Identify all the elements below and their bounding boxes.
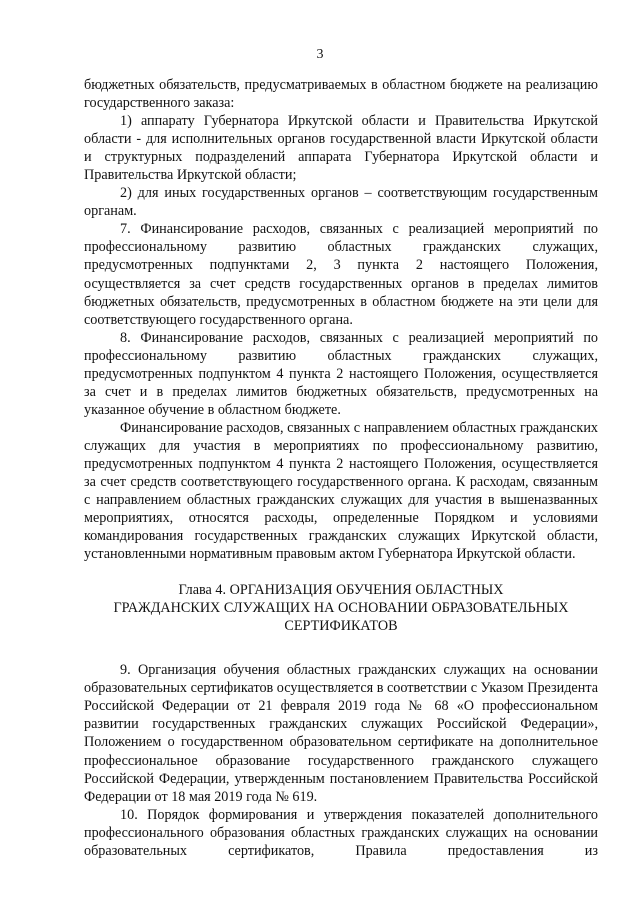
chapter-heading-line-1: Глава 4. ОРГАНИЗАЦИЯ ОБУЧЕНИЯ ОБЛАСТНЫХ: [178, 582, 504, 599]
paragraph-7: 7. Финансирование расходов, связанных с реализацией мероприятий по профессиональному развитию областных гражданских служащих, предусмотренных подпунктами 2, 3 пункта 2 настоящего Положения, осуществляется за счет средств государственных органов в пределах лимитов бюджетных обязательств, предусмотренных в областном бюджете на эти цели для соответствующего государственного органа.: [84, 221, 598, 328]
paragraph-item-1: 1) аппарату Губернатора Иркутской области и Правительства Иркутской области - для исполнительных органов государственной власти Иркутской области и структурных подразделений аппарата Губернатора Иркутской области и Правительства Иркутской области;: [84, 113, 598, 184]
page-number: 3: [316, 47, 324, 62]
chapter-heading-line-2: ГРАЖДАНСКИХ СЛУЖАЩИХ НА ОСНОВАНИИ ОБРАЗОВАТЕЛЬНЫХ: [113, 600, 569, 617]
paragraph-10: 10. Порядок формирования и утверждения показателей дополнительного профессионального образования областных гражданских служащих на основании образовательных сертификатов, Правила предоставления из: [84, 806, 598, 859]
paragraph-item-2: 2) для иных государственных органов – соответствующим государственным органам.: [84, 185, 598, 220]
chapter-heading-line-3: СЕРТИФИКАТОВ: [284, 618, 398, 635]
paragraph-9: 9. Организация обучения областных гражданских служащих на основании образовательных сертификатов осуществляется в соответствии с Указом Президента Российской Федерации от 21 февраля 2019 года № 68 «О профессиональном развитии государственных гражданских служащих Российской Федерации», Положением о государственном образовательном сертификате на дополнительное профессиональное образование государственного гражданского служащего Российской Федерации, утвержденным постановлением Правительства Российской Федерации от 18 мая 2019 года № 619.: [84, 662, 598, 805]
paragraph-8: 8. Финансирование расходов, связанных с реализацией мероприятий по профессиональному развитию областных гражданских служащих, предусмотренных подпунктом 4 пункта 2 настоящего Положения, осуществляется за счет и в пределах лимитов бюджетных обязательств, предусмотренных на указанное обучение в областном бюджете.: [84, 329, 598, 418]
chapter-heading: [84, 581, 598, 635]
paragraph-financing: Финансирование расходов, связанных с направлением областных гражданских служащих для участия в мероприятиях по профессиональному развитию, предусмотренных подпунктом 4 пункта 2 настоящего Положения, осуществляется за счет средств соответствующего государственного органа. К расходам, связанным с направлением областных гражданских служащих для участия в вышеназванных мероприятиях, относятся расходы, определенные Порядком и условиями командирования государственных гражданских служащих Иркутской области, установленными нормативным правовым актом Губернатора Иркутской области.: [84, 419, 598, 563]
paragraph-continuation: бюджетных обязательств, предусматриваемых в областном бюджете на реализацию государственного заказа:: [84, 77, 598, 112]
document-body: [84, 76, 598, 860]
